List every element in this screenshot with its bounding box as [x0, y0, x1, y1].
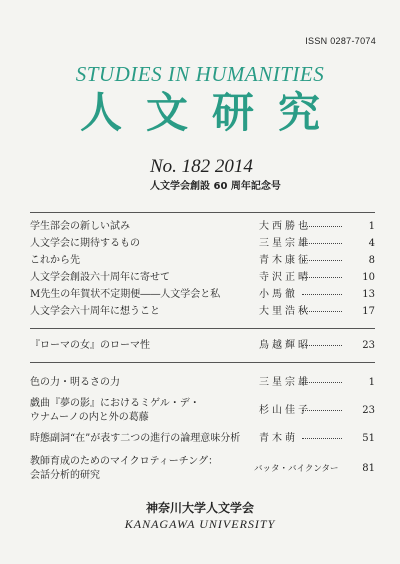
toc-title: 人文学会創設六十周年に寄せて: [30, 272, 170, 283]
toc-page: 4: [368, 238, 375, 249]
toc-title: 色の力・明るさの力: [30, 377, 120, 388]
toc-title-line: 会話分析的研究: [30, 470, 100, 481]
issue-number: No. 182 2014: [150, 156, 253, 177]
toc-entry: [30, 271, 375, 285]
toc-title-line: 教師育成のためのマイクロティーチング：: [30, 456, 219, 467]
toc-entry: [30, 237, 375, 251]
title-jp: 人文研究: [79, 88, 344, 137]
toc-page: 1: [368, 221, 375, 232]
toc-entry: [30, 339, 375, 353]
toc-title: 時態副詞“在”が表す二つの進行の論理意味分析: [30, 433, 241, 444]
toc-leader: [302, 226, 342, 227]
toc-entry: [30, 432, 375, 446]
toc-author: バッタ・バイクンター: [254, 464, 339, 474]
toc-page: 51: [362, 433, 375, 444]
toc-page: 23: [362, 340, 375, 351]
toc-page: 10: [362, 272, 375, 283]
toc-page: 13: [362, 289, 375, 300]
toc-entry: [30, 254, 375, 268]
toc-page: 1: [368, 377, 375, 388]
toc-leader: [302, 260, 342, 261]
toc-entry: [30, 376, 375, 390]
toc-title: 人文学会に期待するもの: [30, 238, 140, 249]
toc-author: 青木萌: [259, 433, 298, 444]
toc-author: 小馬徹: [259, 289, 298, 300]
publisher-en: KANAGAWA UNIVERSITY: [124, 517, 276, 531]
publisher-jp: 神奈川大学人文学会: [145, 501, 254, 515]
toc-page: 23: [362, 405, 375, 416]
toc-author: 大西勝也: [259, 221, 311, 232]
toc-entry: [30, 305, 375, 319]
toc-title: 『ローマの女』のローマ性: [30, 340, 150, 351]
toc-author: 青木康征: [259, 255, 311, 266]
toc-page: 8: [368, 255, 375, 266]
toc-leader: [302, 294, 342, 295]
toc-leader: [302, 382, 342, 383]
divider: [30, 328, 375, 329]
title-en: STUDIES IN HUMANITIES: [75, 62, 325, 86]
toc-author: 杉山佳子: [259, 405, 311, 416]
toc-title: これから先: [30, 255, 80, 266]
toc-leader: [302, 311, 342, 312]
toc-leader: [302, 410, 342, 411]
toc-title: M先生の年賀状不定期便――人文学会と私: [30, 289, 221, 300]
toc-author: 三星宗雄: [259, 377, 311, 388]
toc-leader: [302, 438, 342, 439]
toc-page: 81: [362, 463, 375, 474]
toc-leader: [302, 277, 342, 278]
toc-entry: [30, 220, 375, 234]
toc-entry: [30, 288, 375, 302]
toc-title-line: ウナムーノの内と外の葛藤: [30, 412, 149, 423]
toc-author: 寺沢正晴: [259, 272, 311, 283]
toc-title: 学生部会の新しい試み: [30, 221, 130, 232]
toc-author: 三星宗雄: [259, 238, 311, 249]
divider: [30, 362, 375, 363]
toc-leader: [302, 345, 342, 346]
toc-title: [30, 397, 200, 425]
toc-page: 17: [362, 306, 375, 317]
toc-title: 人文学会六十周年に想うこと: [30, 306, 160, 317]
anniversary-subtitle: 人文学会創設 60 周年記念号: [150, 181, 281, 192]
toc-leader: [302, 243, 342, 244]
issn: ISSN 0287-7074: [305, 36, 376, 46]
toc-entry: [30, 455, 375, 483]
toc-title: [30, 455, 218, 483]
toc-title-line: 戯曲『夢の影』におけるミゲル・デ・: [30, 398, 200, 409]
toc-author: 鳥越輝昭: [259, 340, 311, 351]
toc-entry: [30, 397, 375, 425]
toc-author: 大里浩秋: [259, 306, 311, 317]
divider: [30, 212, 375, 213]
